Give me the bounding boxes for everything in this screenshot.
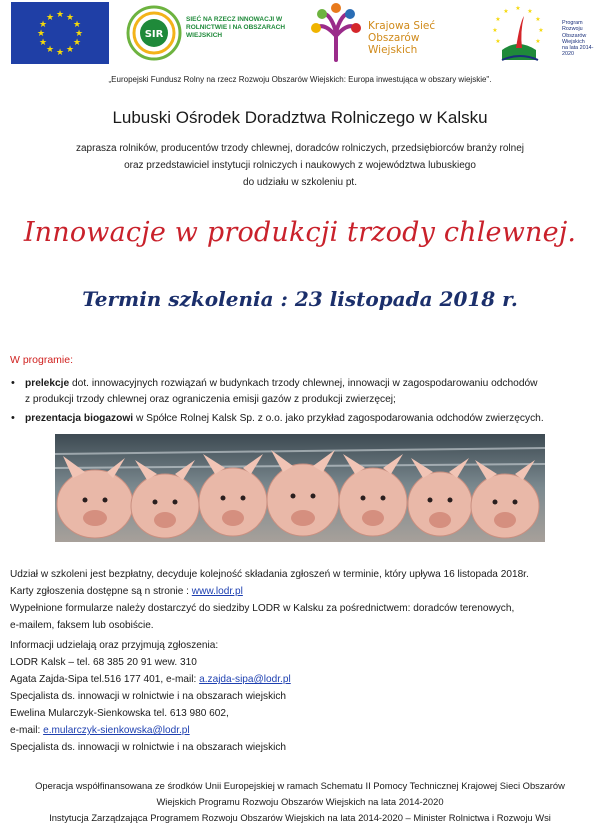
sir-network-logo	[124, 4, 304, 62]
svg-text:★: ★	[495, 16, 501, 23]
svg-text:★: ★	[45, 13, 55, 23]
bullet-icon: •	[11, 377, 15, 389]
svg-text:★: ★	[55, 10, 65, 20]
contact-zajda-sipa: Agata Zajda-Sipa tel.516 177 401, e-mail: a.zajda-sipa@lodr.pl	[10, 674, 291, 685]
piglets-photo	[55, 434, 545, 542]
contact-role-1: Specjalista ds. innowacji w rolnictwie i na obszarach wiejskich	[10, 691, 287, 702]
delivery-instructions-2: e-mailem, faksem lub osobiście.	[10, 620, 154, 631]
contact-lodr-phone: LODR Kalsk – tel. 68 385 20 91 wew. 310	[10, 657, 197, 668]
sir-logo-caption: SIEĆ NA RZECZ INNOWACJI W ROLNICTWIE I NA OBSZARACH WIEJSKICH	[186, 16, 286, 39]
svg-text:★: ★	[515, 5, 521, 12]
svg-text:★: ★	[38, 20, 48, 30]
training-date: Termin szkolenia : 23 listopada 2018 r.	[82, 287, 518, 311]
program-list	[10, 376, 595, 431]
svg-text:★: ★	[495, 38, 501, 45]
svg-text:★: ★	[72, 38, 82, 48]
logo-strip	[0, 0, 600, 70]
svg-text:★: ★	[55, 48, 65, 58]
sir-logo-text: SIR	[144, 29, 164, 40]
program-heading: W programie:	[10, 354, 74, 366]
zajda-sipa-email-link[interactable]: a.zajda-sipa@lodr.pl	[199, 674, 291, 685]
lodr-website-link[interactable]: www.lodr.pl	[191, 586, 243, 597]
contact-role-2: Specjalista ds. innowacji w rolnictwie i na obszarach wiejskich	[10, 742, 287, 753]
footer-line-1: Operacja współfinansowana ze środków Unii Europejskiej w ramach Schematu II Pomocy Technicznej Krajowej Sieci Obszarów	[35, 780, 565, 791]
eu-flag-logo	[11, 2, 109, 64]
piglets-image	[55, 434, 545, 542]
svg-text:★: ★	[74, 29, 84, 39]
svg-text:★: ★	[65, 13, 75, 23]
sir-leaf-wheel-icon	[124, 4, 184, 62]
svg-text:★: ★	[65, 45, 75, 55]
eafrd-quote: „Europejski Fundusz Rolny na rzecz Rozwoju Obszarów Wiejskich: Europa inwestująca w obszary wiejskie".	[108, 75, 492, 84]
mularczyk-email-link[interactable]: e.mularczyk-sienkowska@lodr.pl	[43, 725, 190, 736]
prow-logo-caption: Program Rozwoju Obszarów Wiejskich na lata 2014-2020	[562, 20, 594, 58]
ksow-tree-icon	[306, 2, 366, 64]
bullet-icon: •	[11, 412, 15, 424]
svg-text:★: ★	[535, 16, 541, 23]
free-participation-notice: Udział w szkoleni jest bezpłatny, decyduje kolejność składania zgłoszeń w terminie, który upływa 16 listopada 2018r.	[10, 569, 529, 580]
organization-title: Lubuski Ośrodek Doradztwa Rolniczego w Kalsku	[112, 108, 488, 127]
svg-text:★: ★	[492, 27, 498, 34]
program-item-lectures: • prelekcje dot. innowacyjnych rozwiązań w budynkach trzody chlewnej, innowacji w zagospodarowaniu odchodów z produkcji trzody chlewnej oraz ograniczenia emisji gazów z produkcji zwierzęcej;	[11, 377, 538, 405]
ksow-logo-caption: Krajowa Sieć Obszarów Wiejskich	[368, 20, 436, 56]
eu-stars-icon	[11, 2, 109, 64]
program-item-biogas: • prezentacja biogazowi w Spółce Rolnej Kalsk Sp. z o.o. jako przykład zagospodarowania odchodów zwierzęcych.	[10, 411, 595, 427]
ksow-logo	[306, 2, 466, 64]
svg-text:★: ★	[535, 38, 541, 45]
contact-mularczyk-email: e-mail: e.mularczyk-sienkowska@lodr.pl	[10, 725, 190, 736]
intro-line-1: zaprasza rolników, producentów trzody chlewnej, doradców rolniczych, przedsiębiorców branży rolnej	[76, 143, 524, 154]
contact-mularczyk: Ewelina Mularczyk-Sienkowska tel. 613 980 602,	[10, 708, 229, 719]
prow-logo	[476, 2, 594, 68]
training-title: Innowacje w produkcji trzody chlewnej.	[23, 217, 577, 248]
intro-line-3: do udziału w szkoleniu pt.	[243, 177, 357, 188]
contact-heading: Informacji udzielają oraz przyjmują zgłoszenia:	[10, 640, 219, 651]
svg-text:★: ★	[45, 45, 55, 55]
footer-line-2: Wiejskich Programu Rozwoju Obszarów Wiejskich na lata 2014-2020	[156, 796, 444, 807]
svg-text:★: ★	[72, 20, 82, 30]
footer-line-3: Instytucja Zarządzająca Programem Rozwoju Obszarów Wiejskich na lata 2014-2020 – Minister Rolnictwa i Rozwoju Wsi	[49, 812, 551, 823]
forms-availability: Karty zgłoszenia dostępne są n stronie : www.lodr.pl	[10, 586, 243, 597]
delivery-instructions-1: Wypełnione formularze należy dostarczyć do siedziby LODR w Kalsku za pośrednictwem: doradców terenowych,	[10, 603, 515, 614]
svg-text:★: ★	[527, 8, 533, 15]
intro-line-2: oraz przedstawiciel instytucji rolniczych i naukowych z województwa lubuskiego	[124, 160, 476, 171]
svg-text:★: ★	[503, 8, 509, 15]
svg-text:★: ★	[538, 27, 544, 34]
svg-text:★: ★	[38, 38, 48, 48]
prow-emblem-icon	[476, 2, 562, 68]
svg-text:★: ★	[36, 29, 46, 39]
